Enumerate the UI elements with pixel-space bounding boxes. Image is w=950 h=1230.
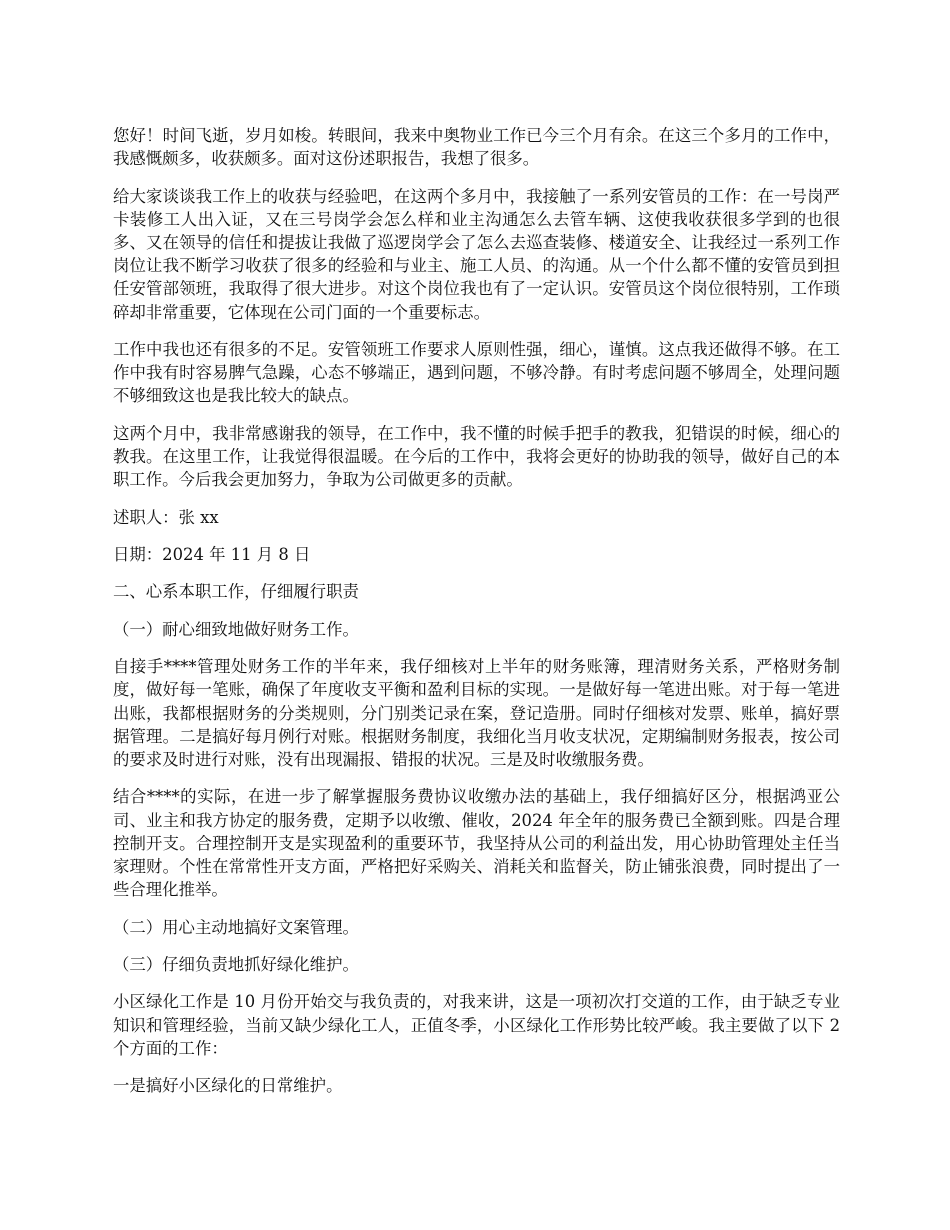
thanks-paragraph: 这两个月中，我非常感谢我的领导，在工作中，我不懂的时候手把手的教我，犯错误的时候，细心的教我。在这里工作，让我觉得很温暖。在今后的工作中，我将会更好的协助我的领导，做好自己的本职工作。今后我会更加努力，争取为公司做更多的贡献。 bbox=[113, 423, 840, 490]
greening-item-one: 一是搞好小区绿化的日常维护。 bbox=[113, 1076, 343, 1096]
experience-paragraph: 给大家谈谈我工作上的收获与经验吧，在这两个多月中，我接触了一系列安管员的工作：在一号岗严卡装修工人出入证，又在三号岗学会怎么样和业主沟通怎么去管车辆、这使我收获很多学到的也很多、又在领导的信任和提拔让我做了巡逻岗学会了怎么去巡查装修、楼道安全、让我经过一系列工作岗位让我不断学习收获了很多的经验和与业主、施工人员、的沟通。从一个什么都不懂的安管员到担任安管部领班，我取得了很大进步。对这个岗位我也有了一定认识。安管员这个岗位很特别，工作琐碎却非常重要，它体现在公司门面的一个重要标志。 bbox=[113, 186, 840, 322]
date-line: 日期：2024 年 11 月 8 日 bbox=[113, 544, 311, 564]
subsection-heading-documents: （二）用心主动地搞好文案管理。 bbox=[113, 917, 359, 937]
section-heading: 二、心系本职工作，仔细履行职责 bbox=[113, 582, 359, 602]
finance-paragraph: 自接手****管理处财务工作的半年来，我仔细核对上半年的财务账簿，理清财务关系，严格财务制度，做好每一笔账，确保了年度收支平衡和盈利目标的实现。一是做好每一笔进出账。对于每一笔进出账，我都根据财务的分类规则，分门别类记录在案，登记造册。同时仔细核对发票、账单，搞好票据管理。二是搞好每月例行对账。根据财务制度，我细化当月收支状况，定期编制财务报表，按公司的要求及时进行对账，没有出现漏报、错报的状况。三是及时收缴服务费。 bbox=[113, 657, 840, 769]
subsection-heading-greening: （三）仔细负责地抓好绿化维护。 bbox=[113, 954, 359, 974]
shortcomings-paragraph: 工作中我也还有很多的不足。安管领班工作要求人原则性强，细心，谨慎。这点我还做得不够。在工作中我有时容易脾气急躁，心态不够端正，遇到问题，不够冷静。有时考虑问题不够周全，处理问题不够细致这也是我比较大的缺点。 bbox=[113, 340, 840, 406]
service-fee-paragraph: 结合****的实际，在进一步了解掌握服务费协议收缴办法的基础上，我仔细搞好区分，根据鸿亚公司、业主和我方协定的服务费，定期予以收缴、催收，2024 年全年的服务费已全额到账。四是合理控制开支。合理控制开支是实现盈利的重要环节，我坚持从公司的利益出发，用心协助管理处主任当家理财。个性在常常性开支方面，严格把好采购关、消耗关和监督关，防止铺张浪费，同时提出了一些合理化推举。 bbox=[113, 787, 840, 900]
reporter-line: 述职人：张 xx bbox=[113, 507, 219, 527]
intro-paragraph: 您好！时间飞逝，岁月如梭。转眼间，我来中奥物业工作已今三个月有余。在这三个多月的工作中，我感慨颇多，收获颇多。面对这份述职报告，我想了很多。 bbox=[113, 126, 840, 169]
greening-paragraph: 小区绿化工作是 10 月份开始交与我负责的，对我来讲，这是一项初次打交道的工作，由于缺乏专业知识和管理经验，当前又缺少绿化工人，正值冬季，小区绿化工作形势比较严峻。我主要做了以下 2 个方面的工作： bbox=[113, 992, 840, 1058]
document-page bbox=[113, 124, 840, 1112]
subsection-heading-finance: （一）耐心细致地做好财务工作。 bbox=[113, 619, 359, 639]
